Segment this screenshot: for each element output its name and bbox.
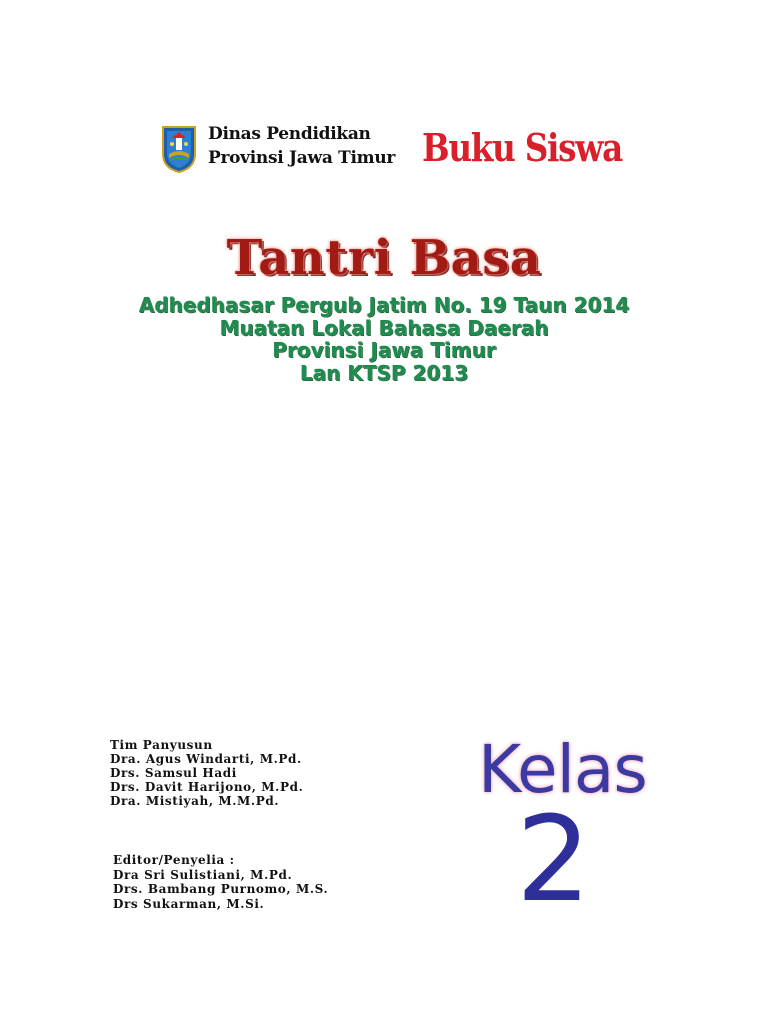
team-heading: Tim Panyusun (110, 738, 213, 752)
subtitle-line-1: Adhedhasar Pergub Jatim No. 19 Taun 2014 (138, 293, 630, 317)
editor-member: Drs Sukarman, M.Si. (113, 896, 265, 911)
editor-member: Drs. Bambang Purnomo, M.S. (113, 882, 329, 896)
team-member: Dra. Agus Windarti, M.Pd. (110, 752, 302, 766)
book-type-label: Buku Siswa (422, 125, 622, 170)
provincial-emblem-icon (160, 124, 198, 174)
organization-name (208, 122, 395, 170)
editor-heading: Editor/Penyelia : (113, 853, 235, 867)
subtitle-line-4: Lan KTSP 2013 (299, 360, 469, 385)
grade-number: 2 (516, 790, 592, 928)
grade-label: Kelas (478, 731, 647, 808)
subtitle-line-3: Provinsi Jawa Timur (272, 338, 496, 362)
org-line-1: Dinas Pendidikan (208, 124, 371, 144)
team-member: Drs. Davit Harijono, M.Pd. (110, 780, 304, 794)
subtitle-line-2: Muatan Lokal Bahasa Daerah (219, 315, 549, 340)
org-line-2: Provinsi Jawa Timur (208, 148, 396, 168)
author-team (110, 738, 303, 808)
subtitle-block (0, 294, 768, 384)
editor-team (113, 853, 328, 911)
team-member: Dra. Mistiyah, M.M.Pd. (110, 794, 280, 808)
editor-member: Dra Sri Sulistiani, M.Pd. (113, 867, 293, 882)
cover-header (160, 120, 660, 184)
team-member: Drs. Samsul Hadi (110, 766, 237, 780)
book-title: Tantri Basa (226, 230, 542, 286)
